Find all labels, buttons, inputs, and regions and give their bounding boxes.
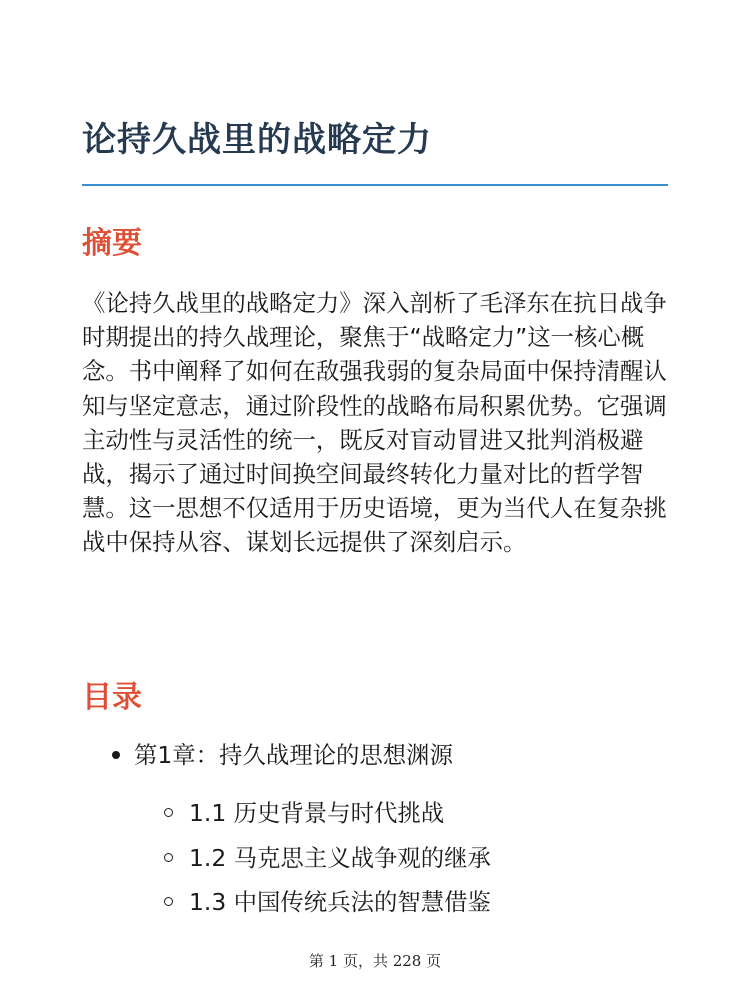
bullet-dot-icon [112,751,120,759]
toc-heading: 目录 [82,680,142,715]
title-divider [82,184,668,186]
bullet-circle-icon [164,808,173,817]
bullet-circle-icon [164,897,173,906]
abstract-heading: 摘要 [82,226,142,261]
abstract-text: 《论持久战里的战略定力》深入剖析了毛泽东在抗日战争时期提出的持久战理论，聚焦于“战略定力”这一核心概念。书中阐释了如何在敌强我弱的复杂局面中保持清醒认知与坚定意志，通过阶段性的战略布局积累优势。它强调主动性与灵活性的统一，既反对盲动冒进又批判消极避战，揭示了通过时间换空间最终转化力量对比的哲学智慧。这一思想不仅适用于历史语境，更为当代人在复杂挑战中保持从容、谋划长远提供了深刻启示。 [82,289,667,557]
bullet-circle-icon [164,853,173,862]
document-title: 论持久战里的战略定力 [82,120,432,160]
page-footer: 第 1 页，共 228 页 [308,952,442,970]
toc-chapter-label: 第1章：持久战理论的思想渊源 [134,741,453,769]
toc-section-label: 1.2 马克思主义战争观的继承 [189,844,491,872]
toc-section-label: 1.1 历史背景与时代挑战 [189,799,445,827]
toc-section-label: 1.3 中国传统兵法的智慧借鉴 [189,888,491,916]
